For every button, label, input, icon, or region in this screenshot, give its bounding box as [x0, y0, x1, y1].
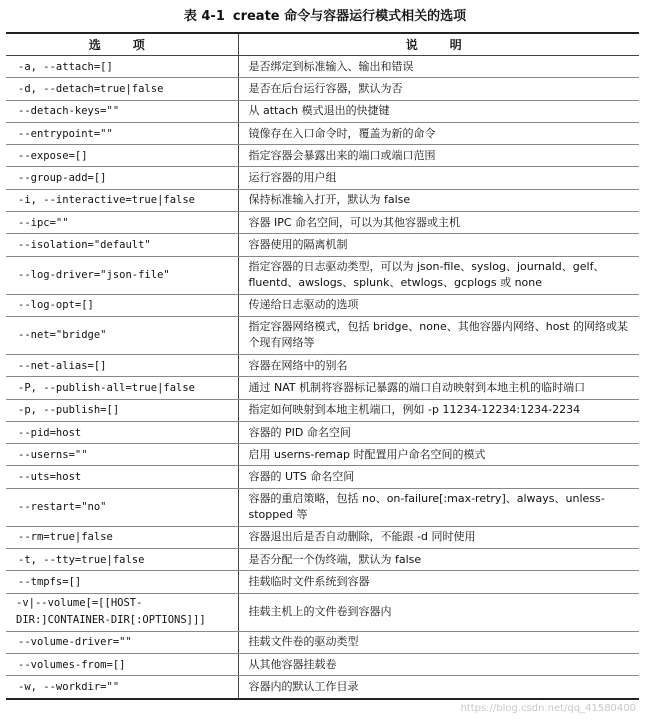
option-cell: --group-add=[]	[6, 167, 238, 189]
table-row	[6, 256, 639, 294]
table-row	[6, 444, 639, 466]
description-cell: 容器内的默认工作目录	[248, 679, 359, 693]
table-row	[6, 294, 639, 316]
description-cell: 指定如何映射到本地主机端口，例如 -p 11234-12234:1234-2234	[238, 399, 639, 421]
option-cell: -a, --attach=[]	[6, 56, 238, 78]
options-table-container	[6, 32, 639, 700]
table-row	[6, 316, 639, 354]
description-cell: 容器的重启策略，包括 no、on-failure[:max-retry]、always、unless-stopped 等	[238, 488, 639, 526]
table-row	[6, 234, 639, 256]
option-cell: --rm=true|false	[6, 526, 238, 548]
table-row	[6, 189, 639, 211]
table-caption	[0, 8, 650, 26]
watermark: https://blog.csdn.net/qq_41580400	[460, 703, 636, 714]
table-row	[6, 122, 639, 144]
description-cell: 通过 NAT 机制将容器标记暴露的端口自动映射到本地主机的临时端口	[238, 377, 639, 399]
option-cell: --log-driver="json-file"	[6, 256, 238, 294]
header-option: 选 项	[6, 33, 238, 56]
table-row	[6, 145, 639, 167]
table-row	[6, 488, 639, 526]
description-cell: 指定容器会暴露出来的端口或端口范围	[238, 145, 639, 167]
option-cell: --entrypoint=""	[6, 122, 238, 144]
table-row	[6, 78, 639, 100]
table-row	[6, 466, 639, 488]
table-row	[6, 56, 639, 78]
description-cell: 镜像存在入口命令时，覆盖为新的命令	[238, 122, 639, 144]
option-cell: --net-alias=[]	[6, 354, 238, 376]
description-cell: 运行容器的用户组	[238, 167, 639, 189]
description-cell: 启用 userns-remap 时配置用户命名空间的模式	[238, 444, 639, 466]
option-cell: -v|--volume[=[[HOST-DIR:]CONTAINER-DIR[:OPTIONS]]]	[6, 593, 238, 631]
description-cell: 挂载主机上的文件卷到容器内	[238, 593, 639, 631]
caption-number: 表 4-1	[183, 9, 225, 24]
option-cell: --ipc=""	[6, 212, 238, 234]
option-cell: -w, --workdir=""	[6, 676, 238, 699]
option-cell: -p, --publish=[]	[6, 399, 238, 421]
description-cell: 挂载临时文件系统到容器	[238, 571, 639, 593]
option-cell: --isolation="default"	[6, 234, 238, 256]
option-cell: --restart="no"	[6, 488, 238, 526]
table-row	[6, 377, 639, 399]
description-cell: 容器使用的隔离机制	[238, 234, 639, 256]
description-cell: 挂载文件卷的驱动类型	[238, 631, 639, 653]
option-cell: --net="bridge"	[6, 316, 238, 354]
description-cell: 容器的 UTS 命名空间	[238, 466, 639, 488]
table-row	[6, 399, 639, 421]
table-row	[6, 676, 639, 699]
table-row	[6, 212, 639, 234]
table-row	[6, 421, 639, 443]
table-header-row	[6, 33, 639, 56]
description-cell: 是否绑定到标准输入、输出和错误	[238, 56, 639, 78]
description-cell: 传递给日志驱动的选项	[238, 294, 639, 316]
option-cell: --volumes-from=[]	[6, 653, 238, 675]
table-row	[6, 167, 639, 189]
option-cell: -d, --detach=true|false	[6, 78, 238, 100]
table-row	[6, 526, 639, 548]
option-cell: --uts=host	[6, 466, 238, 488]
description-cell: 指定容器网络模式，包括 bridge、none、其他容器内网络、host 的网络或某个现有网络等	[238, 316, 639, 354]
table-row	[6, 631, 639, 653]
description-cell: 从其他容器挂载卷	[238, 653, 639, 675]
description-cell: 容器的 PID 命名空间	[238, 421, 639, 443]
option-cell: -i, --interactive=true|false	[6, 189, 238, 211]
description-cell: 容器 IPC 命名空间，可以为其他容器或主机	[238, 212, 639, 234]
table-row	[6, 354, 639, 376]
option-cell: --log-opt=[]	[6, 294, 238, 316]
table-row	[6, 593, 639, 631]
table-row	[6, 549, 639, 571]
description-cell: 是否分配一个伪终端，默认为 false	[238, 549, 639, 571]
option-cell: --pid=host	[6, 421, 238, 443]
option-cell: --tmpfs=[]	[6, 571, 238, 593]
option-cell: -P, --publish-all=true|false	[6, 377, 238, 399]
description-cell: 保持标准输入打开，默认为 false	[238, 189, 639, 211]
description-cell: 容器在网络中的别名	[238, 354, 639, 376]
option-cell: -t, --tty=true|false	[6, 549, 238, 571]
table-row	[6, 100, 639, 122]
option-cell: --userns=""	[6, 444, 238, 466]
description-cell: 指定容器的日志驱动类型，可以为 json-file、syslog、journald、gelf、fluentd、awslogs、splunk、etwlogs、gcplogs 或 none	[238, 256, 639, 294]
description-cell: 是否在后台运行容器，默认为否	[238, 78, 639, 100]
option-cell: --detach-keys=""	[6, 100, 238, 122]
options-table	[6, 32, 639, 700]
table-row	[6, 571, 639, 593]
description-cell: 从 attach 模式退出的快捷键	[238, 100, 639, 122]
description-cell: 容器退出后是否自动删除，不能跟 -d 同时使用	[238, 526, 639, 548]
option-cell: --volume-driver=""	[6, 631, 238, 653]
option-cell: --expose=[]	[6, 145, 238, 167]
table-row	[6, 653, 639, 675]
header-description: 说 明	[238, 33, 639, 56]
caption-title: create 命令与容器运行模式相关的选项	[232, 9, 467, 24]
